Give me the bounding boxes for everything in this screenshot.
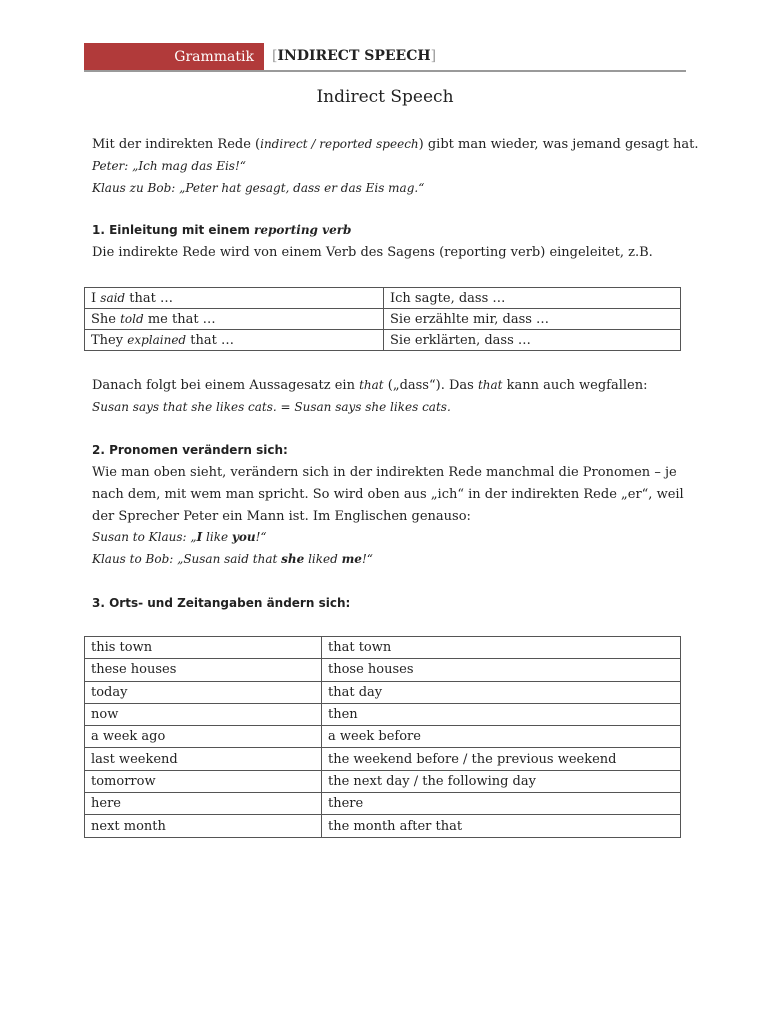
section1-heading [92, 223, 351, 237]
table-cell: a week before [322, 726, 681, 748]
table-row [85, 330, 681, 351]
section1-heading-term: reporting verb [254, 223, 352, 237]
table-row [85, 681, 681, 703]
table-cell: those houses [322, 659, 681, 681]
intro-text-c: ) gibt man wieder, was jemand gesagt hat. [418, 137, 699, 152]
intro-line [92, 137, 699, 152]
table-cell: last weekend [85, 748, 322, 770]
intro-example-1: Peter: „Ich mag das Eis!“ [92, 159, 246, 173]
table-cell: a week ago [85, 726, 322, 748]
section2-line-1: Wie man oben sieht, verändern sich in der indirekten Rede manchmal die Pronomen – je [92, 465, 677, 480]
section1-example: Susan says that she likes cats. = Susan says she likes cats. [92, 400, 451, 414]
table-row [85, 726, 681, 748]
section2-heading: 2. Pronomen verändern sich: [92, 443, 288, 457]
reporting-verb-table [84, 287, 681, 351]
bracket-close: ] [430, 48, 437, 64]
section2-line-3: der Sprecher Peter ein Mann ist. Im Englischen genauso: [92, 509, 471, 524]
table-cell: that day [322, 681, 681, 703]
table-row [85, 309, 681, 330]
table-cell: Ich sagte, dass … [384, 288, 681, 309]
intro-text-a: Mit der indirekten Rede ( [92, 137, 261, 152]
section1-text: Die indirekte Rede wird von einem Verb des Sagens (reporting verb) eingeleitet, z.B. [92, 245, 653, 260]
page-header [84, 43, 686, 72]
table-row [85, 703, 681, 725]
table-row [85, 815, 681, 837]
table-cell: these houses [85, 659, 322, 681]
table-row [85, 659, 681, 681]
table-cell: the month after that [322, 815, 681, 837]
intro-term: indirect / reported speech [260, 137, 419, 151]
table-cell: next month [85, 815, 322, 837]
table-cell: They explained that … [85, 330, 384, 351]
section2-example-1: Susan to Klaus: „I like you!“ [92, 530, 267, 544]
table-cell: here [85, 793, 322, 815]
page-title: Indirect Speech [316, 87, 454, 107]
table-row [85, 793, 681, 815]
table-cell: today [85, 681, 322, 703]
table-row [85, 748, 681, 770]
table-cell: Sie erklärten, dass … [384, 330, 681, 351]
place-time-table [84, 636, 681, 838]
table-row [85, 637, 681, 659]
table-cell: now [85, 703, 322, 725]
section2-example-2: Klaus to Bob: „Susan said that she liked me!“ [92, 552, 373, 566]
section1-heading-text: 1. Einleitung mit einem [92, 223, 255, 237]
table-cell: there [322, 793, 681, 815]
table-cell: the weekend before / the previous weekend [322, 748, 681, 770]
intro-example-2: Klaus zu Bob: „Peter hat gesagt, dass er das Eis mag.“ [92, 181, 425, 195]
category-tag: Grammatik [84, 43, 264, 70]
header-topic [272, 48, 436, 64]
table-cell: She told me that … [85, 309, 384, 330]
topic-label: INDIRECT SPEECH [277, 48, 431, 64]
table-cell: the next day / the following day [322, 770, 681, 792]
table-row [85, 770, 681, 792]
table-cell: then [322, 703, 681, 725]
table-cell: Sie erzählte mir, dass … [384, 309, 681, 330]
table-cell: that town [322, 637, 681, 659]
table-cell: I said that … [85, 288, 384, 309]
section3-heading: 3. Orts- und Zeitangaben ändern sich: [92, 596, 351, 610]
section1-after: Danach folgt bei einem Aussagesatz ein that („dass“). Das that kann auch wegfallen: [92, 378, 648, 393]
table-cell: tomorrow [85, 770, 322, 792]
table-row [85, 288, 681, 309]
table-cell: this town [85, 637, 322, 659]
section2-line-2: nach dem, mit wem man spricht. So wird oben aus „ich“ in der indirekten Rede „er“, weil [92, 487, 684, 502]
bracket-open: [ [272, 48, 278, 64]
